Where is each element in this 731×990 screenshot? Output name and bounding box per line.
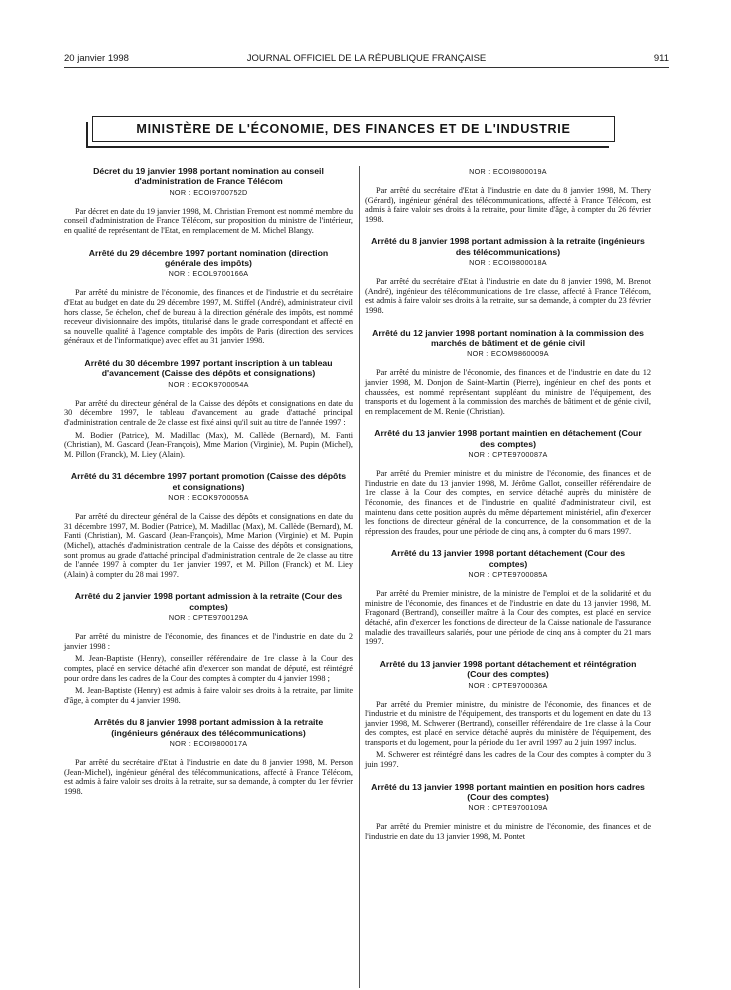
nor-reference: NOR : ECOI9700752D [169,187,248,197]
nor-reference: NOR : CPTE9700087A [468,450,548,460]
nor-reference: NOR : ECOI9800019A [469,167,547,176]
section-title: Arrêté du 30 décembre 1997 portant inscription à un tableau d'avancement (Caisse des dépôts et consignations) [84,357,333,379]
decree-section [365,782,651,842]
page-header [64,53,669,67]
paragraph: M. Bodier (Patrice), M. Madillac (Max), M. Callède (Bernard), M. Fanti (Christian), M. Gascard (Jean-François), Mme Marion (Virginie), M. Pupin (Michel), M. Pillon (Franck), M. Liey (Alain). [64,430,353,459]
nor-reference: NOR : ECOL9700166A [168,269,249,279]
header-date: 20 janvier 1998 [64,53,129,64]
column-divider [359,166,360,988]
decree-section [64,248,353,346]
nor-reference: NOR : ECOK9700054A [168,379,249,389]
section-title: Arrêté du 13 janvier 1998 portant maintien en détachement (Cour des comptes) [374,428,642,449]
decree-section [365,428,651,536]
header-journal-title: JOURNAL OFFICIEL DE LA RÉPUBLIQUE FRANÇAISE [246,53,487,64]
right-column [365,166,651,854]
paragraph: Par arrêté du Premier ministre, de la ministre de l'emploi et de la solidarité et du ministre de l'économie, des finances et de l'industrie en date du 13 janvier 1998, M. Fragonard (Bertrand), conseiller maître à la Cour des comptes, est placé en service détaché, afin d'exercer les fonctions de directeur de la Caisse nationale de l'assurance maladie des travailleurs salariés, pour une période de cinq ans à compter du 21 mars 1997. [365,589,651,647]
paragraph: Par arrêté du Premier ministre et du ministre de l'économie, des finances et de l'industrie en date du 13 janvier 1998, M. Pontet [365,822,651,842]
page-number: 911 [653,53,669,64]
paragraph: Par arrêté du secrétaire d'Etat à l'industrie en date du 8 janvier 1998, M. Brenot (André), ingénieur des télécommunications de 1re classe, affecté à France Télécom, est admis à faire valoir ses droits à la retraite, sur sa demande, à compter du 23 février 1998. [365,277,651,315]
left-column [64,166,353,808]
header-rule [64,67,669,68]
paragraph: Par arrêté du ministre de l'économie, des finances et de l'industrie en date du 12 janvier 1998, M. Donjon de Saint-Martin (Pierre), ingénieur en chef des ponts et chaussées, est nommé représentant suppléant du ministre de l'équipement, des transports et du logement à la commission des marchés de bâtiment et de génie civil, en remplacement de M. Renie (Christian). [365,368,651,416]
decree-section [365,548,651,646]
nor-reference: NOR : CPTE9700129A [168,613,249,623]
decree-section [64,471,353,579]
section-title: Arrêté du 13 janvier 1998 portant maintien en position hors cadres (Cour des comptes) [371,781,645,803]
paragraph: Par arrêté du ministre de l'économie, des finances et de l'industrie et du secrétaire d'Etat au budget en date du 29 décembre 1997, M. Stiffel (André), administrateur civil hors classe, 5e échelon, chef de bureau à la direction générale des impôts, est nommé receveur divisionnaire des impôts, titularisé dans le grade correspondant et affecté en sa nouvelle qualité à l'agence comptable des impôts de Paris (direction des services généraux et de l'informatique) avec effet au 31 janvier 1998. [64,288,353,346]
ministry-heading: MINISTÈRE DE L'ÉCONOMIE, DES FINANCES ET DE L'INDUSTRIE [92,116,615,142]
section-title: Arrêtés du 8 janvier 1998 portant admission à la retraite (ingénieurs généraux des télécommunications) [93,717,324,738]
paragraph: Par arrêté du ministre de l'économie, des finances et de l'industrie en date du 2 janvier 1998 : [64,632,353,651]
decree-section [365,167,651,224]
section-title: Arrêté du 12 janvier 1998 portant nomination à la commission des marchés de bâtiment et de génie civil [372,327,644,348]
decree-section [365,236,651,315]
section-title: Arrêté du 2 janvier 1998 portant admission à la retraite (Cour des comptes) [74,591,343,612]
decree-section [64,591,353,705]
paragraph: M. Schwerer est réintégré dans les cadres de la Cour des comptes à compter du 3 juin 1997. [365,750,651,770]
paragraph: M. Jean-Baptiste (Henry), conseiller référendaire de 1re classe à la Cour des comptes, placé en service détaché afin d'exercer son mandat de député, est réintégré pour ordre dans les cadres de la Cour des comptes à compter du 4 janvier 1998 ; [64,654,353,683]
paragraph: Par décret en date du 19 janvier 1998, M. Christian Fremont est nommé membre du conseil d'administration de France Télécom, sur proposition du ministre de l'intérieur, en qualité de représentant de l'Etat, en remplacement de M. Michel Blangy. [64,206,353,235]
paragraph: Par arrêté du directeur général de la Caisse des dépôts et consignations en date du 30 décembre 1997, le tableau d'avancement au grade d'attaché principal d'administration centrale de 2e classe est fixé ainsi qu'il suit au titre de l'année 1997 : [64,398,353,427]
decree-section [64,166,353,236]
nor-reference: NOR : CPTE9700036A [468,680,548,690]
section-title: Décret du 19 janvier 1998 portant nomination au conseil d'administration de France Télécom [93,166,324,187]
paragraph: Par arrêté du secrétaire d'Etat à l'industrie en date du 8 janvier 1998, M. Thery (Gérard), ingénieur général des télécommunications, affecté à France Télécom, est admis à faire valoir ses droits à la retraite, pour limite d'âge, à compter du 26 février 1998. [365,186,651,224]
nor-reference: NOR : ECOK9700055A [168,493,249,503]
paragraph: Par arrêté du Premier ministre et du ministre de l'économie, des finances et de l'industrie en date du 13 janvier 1998, M. Jérôme Gallot, conseiller référendaire de 1re classe à la Cour des comptes, en service détaché auprès du ministère de l'économie, des finances et de l'industrie en qualité d'administrateur civil, est maintenu dans cette position auprès du même département ministériel, afin d'exercer les fonctions de directeur général de la concurrence, de la consommation et de la répression des fraudes, pour une période de cinq ans, à compter du 6 mars 1997. [365,469,651,536]
decree-section [365,328,651,417]
nor-reference: NOR : ECOM9860009A [467,349,549,359]
decree-section [64,717,353,796]
section-title: Arrêté du 31 décembre 1997 portant promotion (Caisse des dépôts et consignations) [70,471,347,492]
section-title: Arrêté du 29 décembre 1997 portant nomination (direction générale des impôts) [88,247,329,268]
nor-reference: NOR : CPTE9700085A [468,570,548,580]
paragraph: Par arrêté du secrétaire d'Etat à l'industrie en date du 8 janvier 1998, M. Person (Jean-Michel), ingénieur général des télécommunications, affecté à France Télécom, est admis à faire valoir ses droits à la retraite, sur sa demande, à compter du 1er février 1998. [64,758,353,796]
paragraph: M. Jean-Baptiste (Henry) est admis à faire valoir ses droits à la retraite, par limite d'âge, à compter du 4 janvier 1998. [64,686,353,705]
nor-reference: NOR : ECOI9800017A [169,739,248,749]
section-title: Arrêté du 13 janvier 1998 portant détachement et réintégration (Cour des comptes) [379,658,637,680]
decree-section [64,358,353,459]
paragraph: Par arrêté du directeur général de la Caisse des dépôts et consignations en date du 31 décembre 1997, M. Bodier (Patrice), M. Madillac (Max), M. Callède (Bernard), M. Fanti (Christian), M. Gascard (Jean-François), Mme Marion (Virginie) et M. Pupin (Michel), attachés d'administration centrale de la Caisse des dépôts et consignations, sont promus au grade d'attaché principal d'administration centrale de 2e classe au titre de l'année 1997 à compter du 1er janvier 1997, et M. Pillon (Franck) et M. Liey (Alain) à compter du 28 mai 1997. [64,512,353,579]
section-title: Arrêté du 13 janvier 1998 portant détachement (Cour des comptes) [390,548,626,569]
nor-reference: NOR : CPTE9700109A [468,803,548,813]
nor-reference: NOR : ECOI9800018A [469,258,547,268]
decree-section [365,659,651,770]
section-title: Arrêté du 8 janvier 1998 portant admission à la retraite (ingénieurs des télécommunications) [371,236,645,257]
paragraph: Par arrêté du Premier ministre, du ministre de l'économie, des finances et de l'industrie et du ministre de l'équipement, des transports et du logement en date du 13 janvier 1998, M. Schwerer (Bertrand), conseiller référendaire de 1re classe à la Cour des comptes, est placé en service détaché auprès du ministère de l'équipement, des transports et du logement, pour la période du 1er avril 1997 au 2 juin 1997 inclus. [365,699,651,747]
